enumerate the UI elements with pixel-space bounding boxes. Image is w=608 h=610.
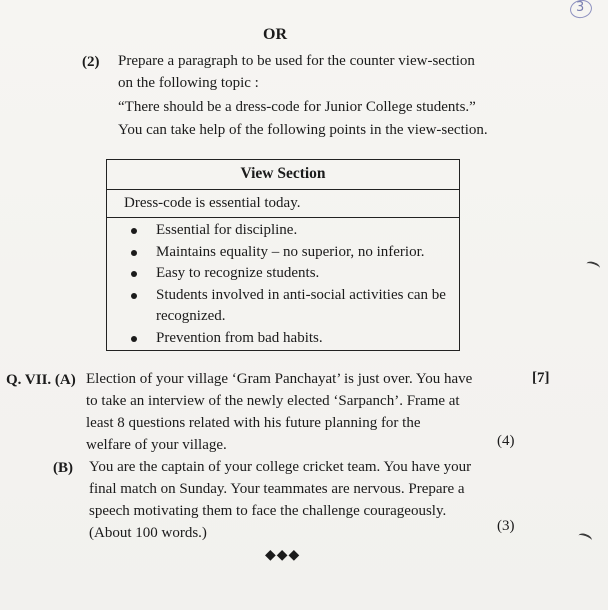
handwritten-page-number [570, 0, 592, 18]
question-7b-line: final match on Sunday. Your teammates are nervous. Prepare a [89, 481, 465, 497]
question-7a-line: least 8 questions related with his future planning for the [86, 415, 421, 431]
page-number-text: 3 [576, 0, 585, 15]
question-7a-label: Q. VII. (A) [6, 372, 76, 388]
question-7b-line: You are the captain of your college cricket team. You have your [89, 459, 472, 475]
question-7a-line: to take an interview of the newly elected ‘Sarpanch’. Frame at [86, 393, 460, 409]
list-item: Easy to recognize students. [107, 263, 459, 285]
question-2-topic: “There should be a dress-code for Junior College students.” [118, 99, 476, 115]
scan-mark [577, 532, 593, 544]
view-section-title: View Section [107, 160, 459, 190]
bullet-icon [131, 271, 137, 277]
question-7b-label: (B) [53, 460, 73, 476]
view-section-box [106, 159, 460, 351]
end-ornament: ◆◆◆ [265, 548, 301, 563]
list-item: Maintains equality – no superior, no inferior. [107, 242, 459, 264]
list-item-continuation: recognized. [156, 308, 226, 324]
question-7a-marks: (4) [497, 433, 515, 449]
list-item: Prevention from bad habits. [107, 328, 459, 350]
question-2-line: Prepare a paragraph to be used for the counter view-section [118, 53, 475, 69]
question-2-line: You can take help of the following points in the view-section. [118, 122, 488, 138]
question-7a-line: welfare of your village. [86, 437, 227, 453]
bullet-icon [131, 250, 137, 256]
question-2-line: on the following topic : [118, 75, 259, 91]
question-7b-line: speech motivating them to face the challenge courageously. [89, 503, 447, 519]
question-7b-line: (About 100 words.) [89, 525, 207, 541]
question-7b-marks: (3) [497, 518, 515, 534]
view-section-points [107, 220, 459, 349]
question-2-number: (2) [82, 54, 100, 70]
list-item: Essential for discipline. [107, 220, 459, 242]
or-heading: OR [263, 26, 287, 43]
view-section-intro: Dress-code is essential today. [107, 189, 459, 218]
bullet-icon [131, 336, 137, 342]
bullet-icon [131, 293, 137, 299]
question-7a-line: Election of your village ‘Gram Panchayat’ is just over. You have [86, 371, 473, 387]
question-7-total-marks: [7] [532, 370, 550, 386]
bullet-icon [131, 228, 137, 234]
list-item: Students involved in anti-social activities can be [107, 285, 459, 307]
scan-mark [585, 260, 601, 272]
